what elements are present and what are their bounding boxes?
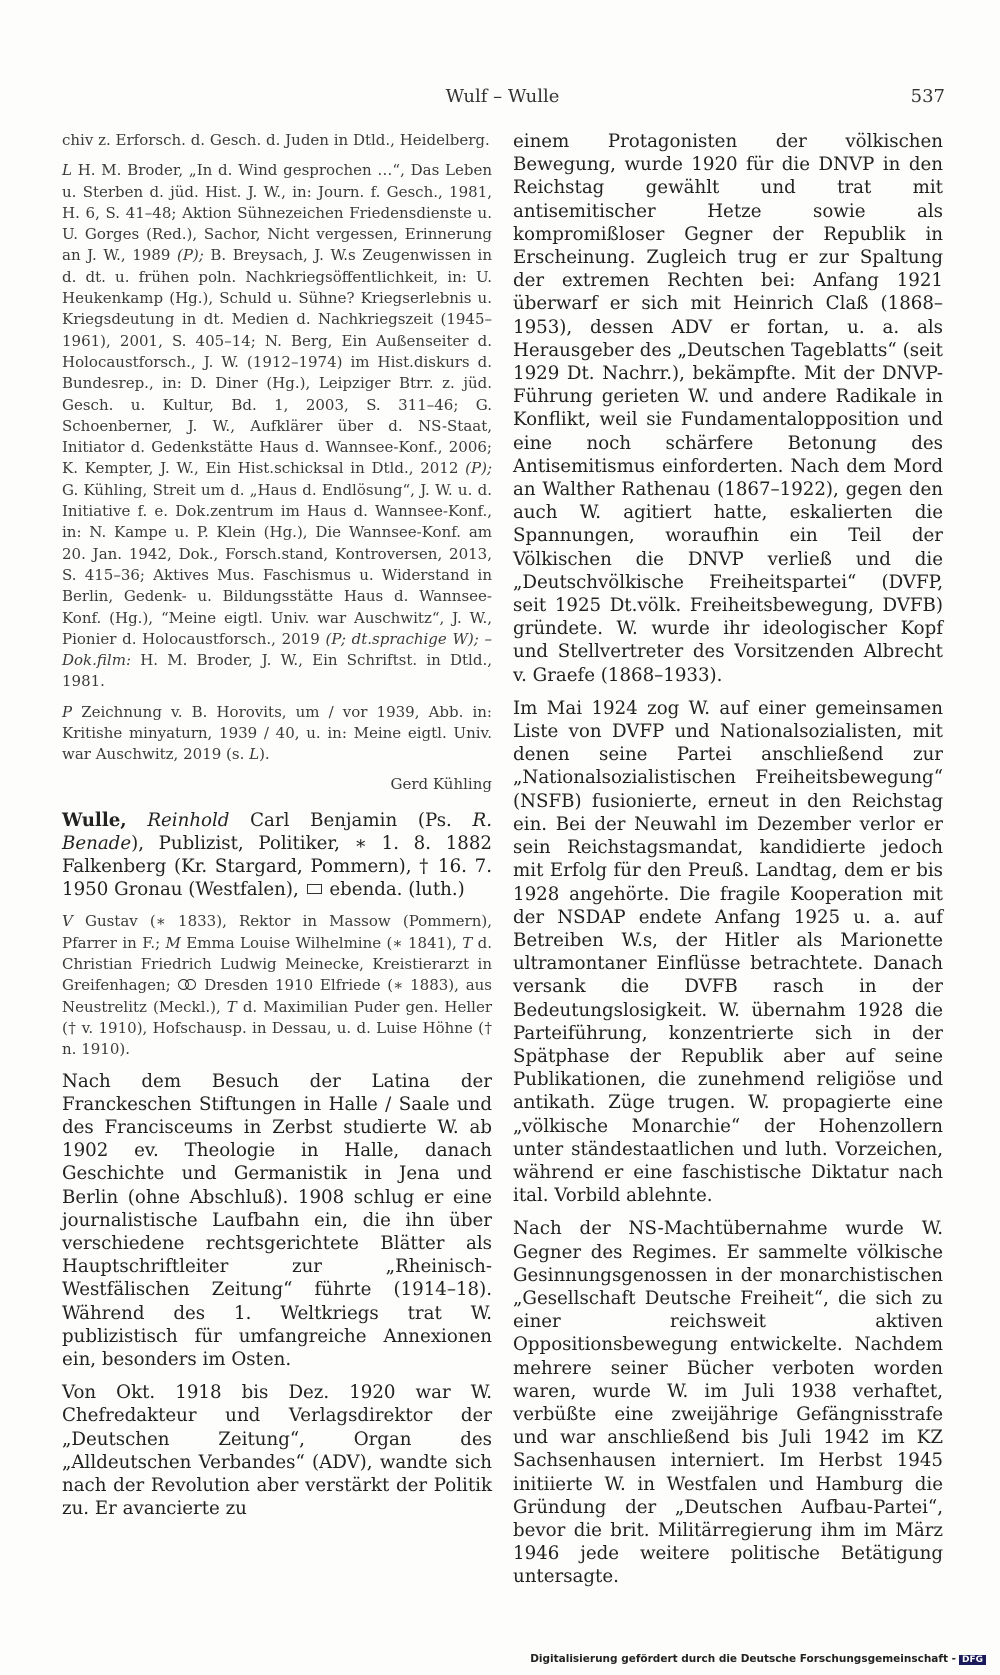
running-title: Wulf – Wulle (445, 86, 560, 107)
left-column (62, 130, 492, 1530)
entry-text-c: ebenda. (luth.) (323, 879, 465, 901)
literature-text-c: G. Kühling, Streit um d. „Haus d. Endlösung“, J. W. u. d. Initiative f. e. Dok.zentrum im Haus d. Wannsee-Konf., in: N. Kampe u. P. Klein (Hg.), Die Wannsee-Konf. am 20. Jan. 1942, Dok., Forsch.stand, Kontroversen, 2013, S. 415–36; Aktives Mus. Faschismus u. Widerstand in Berlin, Gedenk- u. Bildungsstätte Haus d. Wannsee-Konf. (Hg.), “Meine eigtl. Univ. war Auschwitz“, J. W., Pionier d. Holocaustforsch., 2019 (62, 480, 492, 648)
genealogy-text-b: Emma Louise Wilhelmine (∗ 1841), (180, 933, 463, 952)
body-paragraph-3: einem Protagonisten der völkischen Bewegung, wurde 1920 für die DNVP in den Reichstag gewählt und trat mit antisemitischer Hetze sowie als kompromißloser Gegner der Republik in Erscheinung. Zugleich trug er zur Spaltung der extremen Rechten bei: Anfang 1921 überwarf er sich mit Heinrich Claß (1868–1953), dessen ADV er fortan, u. a. als Herausgeber des „Deutschen Tageblatts“ (seit 1929 Dt. Nachrr.), bekämpfte. Mit der DNVP-Führung gerieten W. und andere Radikale in Konflikt, weil sie Fundamentalopposition und eine noch schärfere Betonung des Antisemitismus einforderten. Nach dem Mord an Walther Rathenau (1867–1922), gegen den auch W. agitiert hatte, eskalierten die Spannungen, woraufhin ein Teil der Völkischen die DNVP verließ und die „Deutschvölkische Freiheitspartei“ (DVFP, seit 1925 Dt.völk. Freiheitsbewegung, DVFB) gründete. W. wurde ihr ideologischer Kopf und Stellvertreter des Vorsitzenden Albrecht v. Graefe (1868–1933). (513, 131, 943, 686)
daughter-marker-2: T (226, 997, 237, 1016)
entry-text-b: ), Publizist, Politiker, ∗ 1. 8. 1882 Falkenberg (Kr. Stargard, Pommern), † 16. 7. 1950 Gronau (Westfalen), (62, 832, 492, 901)
literature-text-d: H. M. Broder, J. W., Ein Schriftst. in Dtld., 1981. (62, 651, 492, 691)
page-number: 537 (910, 86, 945, 107)
genealogy-text-e: d. Maximilian Puder gen. Heller († v. 1910), Hofschausp. in Dessau, u. d. Luise Höhne († n. 1910). (62, 997, 492, 1059)
right-column (513, 130, 943, 1599)
genealogy-text-a: Gustav (∗ 1833), Rektor in Massow (Pommern), Pfarrer in F.; (62, 912, 492, 952)
grave-icon (307, 884, 322, 894)
entry-given-name: Reinhold (147, 809, 230, 831)
genealogy-section (62, 911, 492, 1060)
mother-marker: M (165, 933, 181, 952)
marriage-icon (178, 979, 198, 991)
daughter-marker-1: T (462, 933, 473, 952)
body-paragraph-5: Nach der NS-Machtübernahme wurde W. Gegner des Regimes. Er sammelte völkische Gesinnungsgenossen in der monarchistischen „Gesellschaft Deutsche Freiheit“, die sich zu einer reichsweit aktiven Oppositionsbewegung entwickelte. Nachdem mehrere seiner Bücher verboten worden waren, wurde W. im Juli 1938 verhaftet, verbüßte eine zweijährige Gefängnisstrafe und war anschließend bis Juli 1942 im KZ Sachsenhausen interniert. Im Herbst 1945 initiierte W. in Westfalen und Hamburg die Gründung der „Deutschen Aufbau-Partei“, bevor die brit. Militärregierung ihm im März 1946 jede weitere politische Betätigung untersagte. (513, 1218, 943, 1588)
literature-italic-3: (P; dt.sprachige W); – Dok.film: (62, 629, 492, 670)
genealogy-text-d: Dresden 1910 Elfriede (∗ 1883), aus Neustrelitz (Meckl.), (62, 976, 492, 1016)
entry-surname: Wulle, (62, 809, 127, 831)
running-header (60, 86, 945, 112)
dfg-logo: DFG (959, 1655, 986, 1665)
body-paragraph-1: Nach dem Besuch der Latina der Franckeschen Stiftungen in Halle / Saale und des Francisceums in Zerbst studierte W. ab 1902 ev. Theologie in Halle, danach Geschichte und Germanistik in Jena und Berlin (ohne Abschluß). 1908 schlug er eine journalistische Laufbahn ein, die ihn über verschiedene rechtsgerichtete Blätter als Hauptschriftleiter zur „Rheinisch-Westfälischen Zeitung“ führte (1914–18). Während des 1. Weltkriegs trat W. publizistisch für umfangreiche Annexionen ein, besonders im Osten. (62, 1070, 492, 1370)
literature-text-a: H. M. Broder, „In d. Wind gesprochen …“, Das Leben u. Sterben d. jüd. Hist. J. W., in: Journ. f. Gesch., 1981, H. 6, S. 41–48; Aktion Sühnezeichen Friedensdienste u. U. Gorges (Red.), Sachor, Nicht vergessen, Erinnerung an J. W., 1989 (62, 161, 492, 265)
archive-continuation: chiv z. Erforsch. d. Gesch. d. Juden in Dtld., Heidelberg. (62, 131, 490, 149)
portrait-text: Zeichnung v. B. Horovits, um / vor 1939, Abb. in: Kritishe minyaturn, 1939 / 40, u. in: Meine eigtl. Univ. war Auschwitz, 2019 (s. (62, 702, 492, 764)
portrait-end: ). (259, 745, 270, 764)
entry-text-a: Carl Benjamin (Ps. (229, 809, 473, 831)
literature-marker: L (62, 161, 72, 180)
body-paragraph-4: Im Mai 1924 zog W. auf einer gemeinsamen Liste von DVFP und Nationalsozialisten, mit denen seine Partei anschließend zur „Nationalsozialistischen Freiheitsbewegung“ (NSFB) fusionierte, erneut in den Reichstag ein. Bei der Neuwahl im Dezember verlor er sein Reichstagsmandat, kandidierte jedoch mit Erfolg für den Preuß. Landtag, dem er bis 1928 angehörte. Die fragile Kooperation mit der NSDAP endete Anfang 1925 u. a. auf Betreiben W.s, der Hitler als Marionette ultramontaner Einflüsse betrachtete. Danach versank die DVFB rasch in der Bedeutungslosigkeit. W. übernahm 1928 die Parteiführung, konzentrierte sich in der Spätphase der Republik aber auf seine Publikationen, die zunehmend religiöse und antikath. Züge trugen. W. propagierte eine „völkische Monarchie“ der Hohenzollern unter ständestaatlichen und luth. Vorzeichen, während er eine faschistische Diktatur nach ital. Vorbild ablehnte. (513, 697, 943, 1207)
father-marker: V (62, 912, 73, 931)
portrait-ref: L (249, 745, 260, 764)
literature-text-b: B. Breysach, J. W.s Zeugenwissen in d. dt. u. frühen poln. Nachkriegsöffentlichkeit, in: U. Heukenkamp (Hg.), Schuld u. Sühne? Kriegserlebnis u. Kriegsdeutung in dt. Medien d. Nachkriegszeit (1945–1961), 2001, S. 405–14; N. Berg, Ein Außenseiter d. Holocaustforsch., J. W. (1912–1974) im Hist.diskurs d. Bundesrep., in: D. Diner (Hg.), Leipziger Btrr. z. jüd. Gesch. u. Kultur, Bd. 1, 2003, S. 311–46; G. Schoenberner, J. W., Aufklärer über d. NS-Staat, Initiator d. Gedenkstätte Haus d. Wannsee-Konf., 2006; K. Kempter, J. W., Ein Hist.schicksal in Dtld., 2012 (62, 246, 492, 478)
entry-heading (62, 809, 492, 902)
portrait-section (62, 702, 492, 766)
footer-text: Digitalisierung gefördert durch die Deutsche Forschungsgemeinschaft - (530, 1653, 956, 1665)
genealogy-text-c: d. Christian Friedrich Ludwig Meinecke, Kreistierarzt in Greifenhagen; (62, 933, 492, 995)
article-author: Gerd Kühling (390, 774, 492, 793)
portrait-marker: P (62, 702, 73, 721)
literature-italic-1: (P); (176, 246, 204, 265)
entry-pseudonym: R. Benade (62, 809, 492, 854)
digitization-footer (530, 1653, 986, 1665)
literature-italic-2: (P); (465, 459, 492, 478)
literature-section (62, 160, 492, 692)
body-paragraph-2: Von Okt. 1918 bis Dez. 1920 war W. Chefredakteur und Verlagsdirektor der „Deutschen Zeitung“, Organ des „Alldeutschen Verbandes“ (ADV), wandte sich nach der Revolution aber verstärkt der Politik zu. Er avancierte zu (62, 1382, 492, 1520)
